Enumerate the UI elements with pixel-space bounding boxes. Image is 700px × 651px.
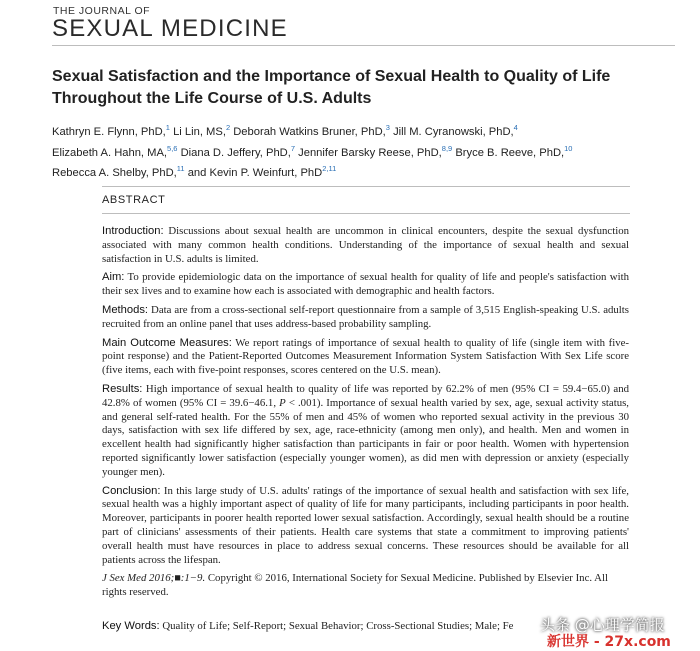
journal-kicker: THE JOURNAL OF: [53, 5, 151, 17]
abstract-introduction: Introduction: Discussions about sexual health are uncommon in clinical encounters, despite the sexual dysfunction associated with many common health conditions. Understanding of the importance of sexual health and sexual satisfaction in U.S. adults is limited.: [102, 225, 629, 265]
author: Diana D. Jeffery, PhD,$^7$: [180, 143, 296, 159]
watermark-source: 头条 @心理学简报: [540, 616, 665, 634]
abstract-heading-divider: [102, 213, 630, 214]
affiliation-ref[interactable]: 11: [176, 164, 185, 173]
affiliation-ref[interactable]: 10: [564, 143, 573, 153]
affiliation-ref[interactable]: 8,9: [441, 143, 453, 153]
section-label: Main Outcome Measures:: [102, 336, 232, 349]
affiliation-ref[interactable]: 2,11: [322, 164, 337, 173]
section-label: Introduction:: [102, 225, 164, 237]
abstract-aim: Aim: To provide epidemiologic data on the importance of sexual health for quality of life and people's satisfaction with their sex lives and to examine how each is associated with demographic and health factors.: [102, 271, 629, 298]
section-label: Aim:: [102, 271, 125, 284]
affiliation-ref[interactable]: 3: [385, 123, 390, 132]
author: Jennifer Barsky Reese, PhD,$^{8,9}$: [298, 143, 453, 159]
affiliation-ref[interactable]: 7: [290, 143, 296, 153]
author: Li Lin, MS,$^2$: [173, 123, 231, 138]
header-divider: [52, 45, 675, 46]
author: Elizabeth A. Hahn, MA,$^{5,6}$: [52, 143, 178, 159]
abstract-top-divider: [102, 186, 630, 187]
article-title: Sexual Satisfaction and the Importance of Sexual Health to Quality of Life Throughout the Life Course of U.S. Adults: [52, 68, 611, 107]
author: Deborah Watkins Bruner, PhD,$^3$: [233, 123, 390, 138]
author: Jill M. Cyranowski, PhD,$^4$: [393, 123, 518, 138]
citation: J Sex Med 2016;■:1−9. Copyright © 2016, International Society for Sexual Medicine. Published by Elsevier Inc. All rights reserved.: [102, 572, 608, 599]
affiliation-ref[interactable]: 1: [165, 123, 170, 132]
abstract-body: [102, 225, 629, 605]
author-list: [52, 120, 652, 182]
affiliation-ref[interactable]: 5,6: [167, 143, 178, 153]
citation-journal[interactable]: J Sex Med 2016;■:1−9.: [102, 572, 206, 585]
abstract-methods: Methods: Data are from a cross-sectional self-report questionnaire from a sample of 3,515 English-speaking U.S. adults recruited from an online panel that uses address-based probability sampling.: [102, 303, 629, 330]
author: Kathryn E. Flynn, PhD,$^1$: [52, 123, 170, 138]
section-label: Conclusion:: [102, 484, 161, 497]
author: Rebecca A. Shelby, PhD,$^{11}$: [52, 164, 185, 179]
section-label: Results:: [102, 382, 143, 395]
keywords-label: Key Words:: [102, 620, 160, 632]
affiliation-ref[interactable]: 2: [225, 123, 231, 132]
keywords: Key Words: Quality of Life; Self-Report; Sexual Behavior; Cross-Sectional Studies; Male; Fe: [102, 620, 514, 632]
abstract-outcome-measures: Main Outcome Measures: We report ratings of importance of sexual health to quality of life (single item with five-point response) and the Patient-Reported Outcomes Measurement Information System Satisfaction With Sex Life score (five items, each with five-point responses, scores centered on the U.S. mean).: [102, 336, 629, 377]
section-label: Methods:: [102, 303, 149, 316]
author: Bryce B. Reeve, PhD,$^{10}$: [455, 143, 573, 159]
watermark-site: 新世界 - 27x.com: [547, 634, 671, 650]
abstract-heading: ABSTRACT: [102, 194, 166, 206]
journal-name: SEXUAL MEDICINE: [52, 15, 288, 42]
author: and Kevin P. Weinfurt, PhD$^{2,11}$: [187, 164, 337, 179]
affiliation-ref[interactable]: 4: [513, 123, 518, 132]
abstract-conclusion: Conclusion: In this large study of U.S. adults' ratings of the importance of sexual health and satisfaction with sex life, sexual health was a highly important aspect of quality of life for many participants, including participants in poor health. Moreover, participants in poorer health reported lower sexual satisfaction. Accordingly, sexual health should be a routine part of clinicians' assessments of their patients. Health care systems that state a commitment to improving patients' overall health must have resources in place to address sexual concerns. These resources should be available for all patients across the lifespan.: [102, 484, 629, 566]
abstract-results: Results: High importance of sexual health to quality of life was reported by 62.2% of men (95% CI = 59.4−65.0) and 42.8% of women (95% CI = 39.6−46.1, P < .001). Importance of sexual health varied by sex, age, sexual activity status, and general self-rated health. For the 55% of men and 45% of women who reported sexual activity in the previous 30 days, satisfaction with sex life differed by sex, age, race-ethnicity (among men only), and health. Men and women in excellent health had significantly higher satisfaction than participants in fair or poor health. Women with hypertension reported significantly lower satisfaction (especially younger women), as did men with depression or anxiety (especially younger men).: [102, 382, 630, 478]
